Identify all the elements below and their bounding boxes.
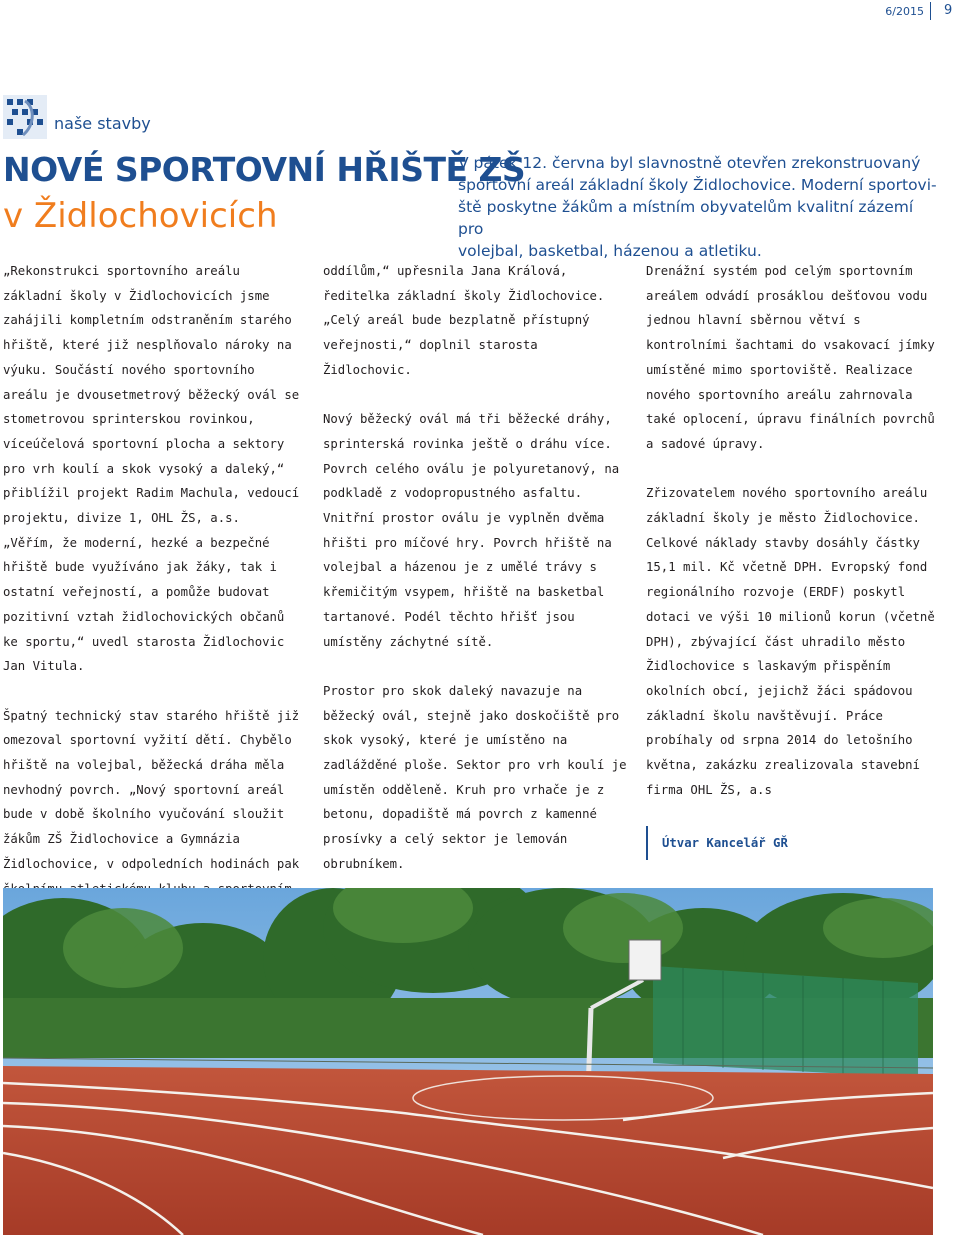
paragraph: Špatný technický stav starého hřiště již omezoval sportovní vyžití dětí. Chybělo hřiště na volejbal, běžecká dráha měla nevhodný povrch. „Nový sportovní areál bude v době školního vyučování sloužit žákům ZŠ Židlochovice a Gymnázia Židlochovice, v odpoledních hodinách pak	[3, 708, 300, 871]
section-logo-icon	[3, 95, 47, 139]
lead-line: sportovní areál základní školy Židlochovice. Moderní sportovi-	[458, 176, 937, 194]
lead-line: ště poskytne žákům a místním obyvatelům kvalitní zázemí pro	[458, 198, 914, 238]
article-subtitle: v Židlochovicích	[3, 196, 278, 236]
page-number: 9	[944, 3, 953, 18]
paragraph: Drenážní systém pod celým sportovním areálem odvádí prosáklou dešťovou vodu jednou hlavní sběrnou větví s kontrolními šachtami do vsakovací jímky umístěné mimo sportoviště. Realizace nového sportovního areálu zahrnovala také oplocení, úpravu finálních povrchů a sadové úpravy.	[646, 264, 935, 451]
lead-line: volejbal, basketbal, házenou a atletiku.	[458, 242, 762, 260]
section-label: naše stavby	[54, 114, 151, 133]
author: Útvar Kancelář GŘ	[662, 836, 788, 851]
text-column-1	[3, 259, 303, 901]
paragraph: Nový běžecký ovál má tři běžecké dráhy, sprinterská rovinka ještě o dráhu více. Povrch celého oválu je polyuretanový, na podkladě z vodopropustného asfaltu. Vnitřní prostor oválu je vyplněn dvěma hřišti pro míčové hry. Povrch hřiště na volejbal a házenou je z umělé trávy s křemičitým vsypem, hřiště na basketbal tartanové. Podél těchto hřišť jsou umístěny záchytné sítě.	[323, 412, 620, 649]
paragraph: Prostor pro skok daleký navazuje na běžecký ovál, stejně jako doskočiště pro skok vysoký, které je umístěno na zadlážděné ploše. Sektor pro vrh koulí je umístěn odděleně. Kruh pro vrhače je z betonu, dopadiště má povrch z kamenné prosívky a celý sektor je lemován obrubníkem.	[323, 683, 627, 871]
sports-field-photo	[3, 888, 933, 1235]
paragraph: „Věřím, že moderní, hezké a bezpečné hřiště bude využíváno jak žáky, tak i ostatní veřejností, a pomůže budovat pozitivní vztah židlochovických občanů ke sportu,“ uvedl starosta Židlochovic Jan Vitula.	[3, 535, 285, 674]
lead-line: V pátek 12. června byl slavnostně otevřen zrekonstruovaný	[458, 154, 921, 172]
text-column-3	[646, 259, 946, 860]
issue-number: 6/2015	[885, 5, 924, 18]
header-divider	[930, 2, 931, 20]
article-title: NOVÉ SPORTOVNÍ HŘIŠTĚ ZŠ	[3, 150, 526, 189]
lead-paragraph	[458, 152, 943, 262]
paragraph: Zřizovatelem nového sportovního areálu základní školy je město Židlochovice. Celkové náklady stavby dosáhly částky 15,1 mil. Kč včetně DPH. Evropský fond regionálního rozvoje (ERDF) poskytl dotaci ve výši 10 milionů korun (včetně DPH), zbývající část uhradilo město Židlochovice s laskavým přispěním okolních obcí, jejichž žáci spádovou základní školu navštěvují. Práce probíhaly od srpna 2014 do letošního května, zakázku zrealizovala stavební firma OHL ŽS, a.s	[646, 486, 935, 797]
paragraph: oddílům,“ upřesnila Jana Králová, ředitelka základní školy Židlochovice. „Celý areál bude bezplatně přístupný veřejnosti,“ doplnil starosta Židlochovic.	[323, 264, 605, 377]
paragraph: „Rekonstrukci sportovního areálu základní školy v Židlochovicích jsme zahájili kompletním odstraněním starého hřiště, které již nesplňovalo nároky na výuku. Součástí nového sportovního areálu je dvousetmetrový běžecký ovál se stometrovou sprinterskou rovinkou, víceúčelová sportovní plocha a sektory pro vrh koulí a skok vysoký a daleký,“ přiblížil projekt Radim Machula, vedoucí projektu, divize 1, OHL ŽS, a.s.	[3, 264, 300, 526]
author-box	[646, 826, 946, 860]
text-column-2	[323, 259, 628, 877]
